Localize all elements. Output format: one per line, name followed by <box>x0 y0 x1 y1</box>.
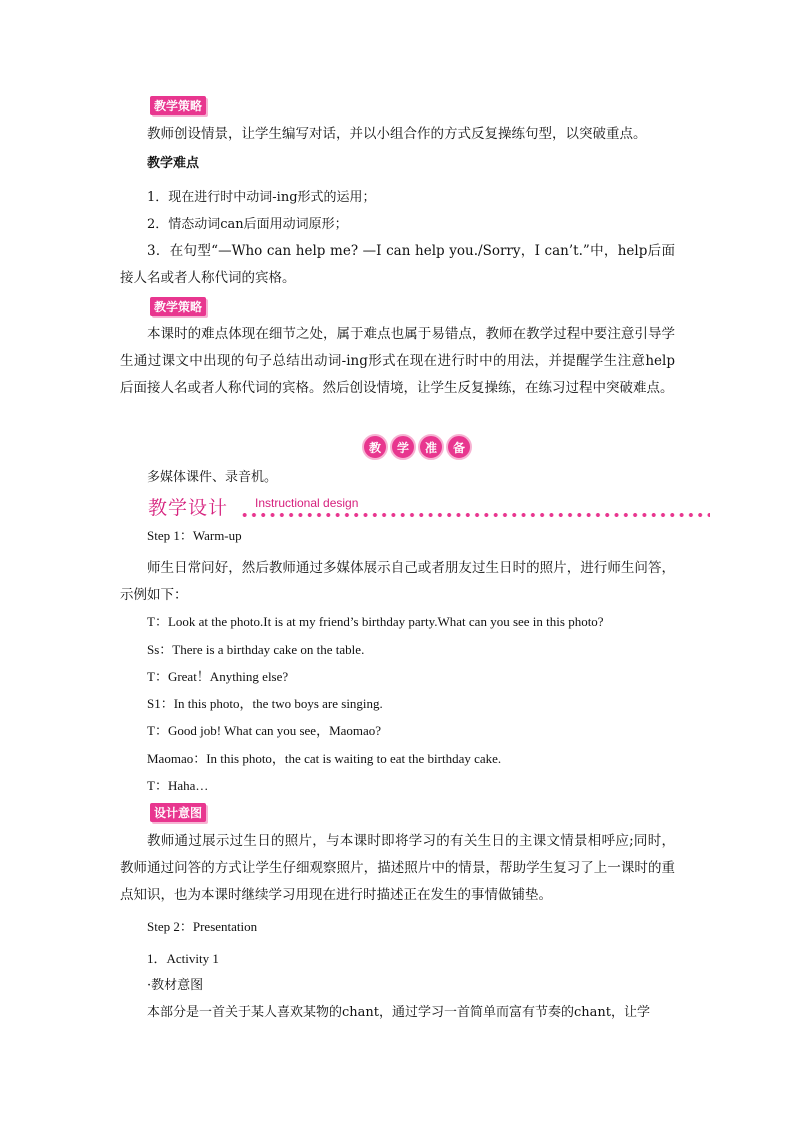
activity-1-heading: 1．Activity 1 <box>147 951 219 966</box>
step-2-heading: Step 2：Presentation <box>147 919 258 934</box>
prep-badge-char: 教 <box>362 434 388 460</box>
step-1-intro: 师生日常问好，然后教师通过多媒体展示自己或者朋友过生日时的照片，进行师生问答，示例如下： <box>120 560 675 603</box>
material-intent-heading: ·教材意图 <box>147 978 204 993</box>
prep-badge-char: 学 <box>390 434 416 460</box>
prep-text: 多媒体课件、录音机。 <box>147 470 278 485</box>
strategy-paragraph-2: 本课时的难点体现在细节之处，属于难点也属于易错点，教师在教学过程中要注意引导学生通过课文中出现的句子总结出动词-ing形式在现在进行时中的用法，并提醒学生注意help后面接人名或者人称代词的宾格。然后创设情境，让学生反复操练，在练习过程中突破难点。 <box>120 326 675 396</box>
difficulty-heading: 教学难点 <box>147 156 200 171</box>
dialogue-line: T：Great！Anything else? <box>147 669 289 684</box>
step-1-heading: Step 1：Warm-up <box>147 528 242 543</box>
dialogue-line: T：Good job! What can you see，Maomao? <box>147 723 382 738</box>
design-intent-tag: 设计意图 <box>150 803 206 822</box>
dotted-divider <box>240 512 710 518</box>
strategy-paragraph: 教师创设情景，让学生编写对话，并以小组合作的方式反复操练句型，以突破重点。 <box>147 126 647 142</box>
prep-badge-char: 准 <box>418 434 444 460</box>
difficulty-item-2: 2．情态动词can后面用动词原形； <box>147 217 348 232</box>
dialogue-line: Ss：There is a birthday cake on the table. <box>147 642 365 657</box>
design-heading: 教学设计 <box>148 497 229 519</box>
dialogue-line: T：Haha… <box>147 778 209 793</box>
prep-badge-char: 备 <box>446 434 472 460</box>
material-intent-text: 本部分是一首关于某人喜欢某物的chant，通过学习一首简单而富有节奏的chant，让学 <box>147 1005 651 1020</box>
design-subheading: Instructional design <box>255 496 359 510</box>
dialogue-line: Maomao：In this photo，the cat is waiting to eat the birthday cake. <box>147 751 502 766</box>
dialogue-line: T：Look at the photo.It is at my friend’s birthday party.What can you see in this photo? <box>147 614 604 629</box>
strategy-tag-2: 教学策略 <box>150 297 206 316</box>
design-intent-paragraph: 教师通过展示过生日的照片，与本课时即将学习的有关生日的主课文情景相呼应;同时，教师通过问答的方式让学生仔细观察照片，描述照片中的情景，帮助学生复习了上一课时的重点知识，也为本课时继续学习用现在进行时描述正在发生的事情做铺垫。 <box>120 833 675 903</box>
difficulty-item-3: 3．在句型“—Who can help me? —I can help you./Sorry，I can’t.”中，help后面接人名或者人称代词的宾格。 <box>120 243 675 286</box>
difficulty-item-1: 1．现在进行时中动词-ing形式的运用； <box>147 190 376 205</box>
strategy-tag: 教学策略 <box>150 96 206 115</box>
dialogue-line: S1：In this photo，the two boys are singing. <box>147 696 383 711</box>
prep-badge <box>362 434 472 460</box>
